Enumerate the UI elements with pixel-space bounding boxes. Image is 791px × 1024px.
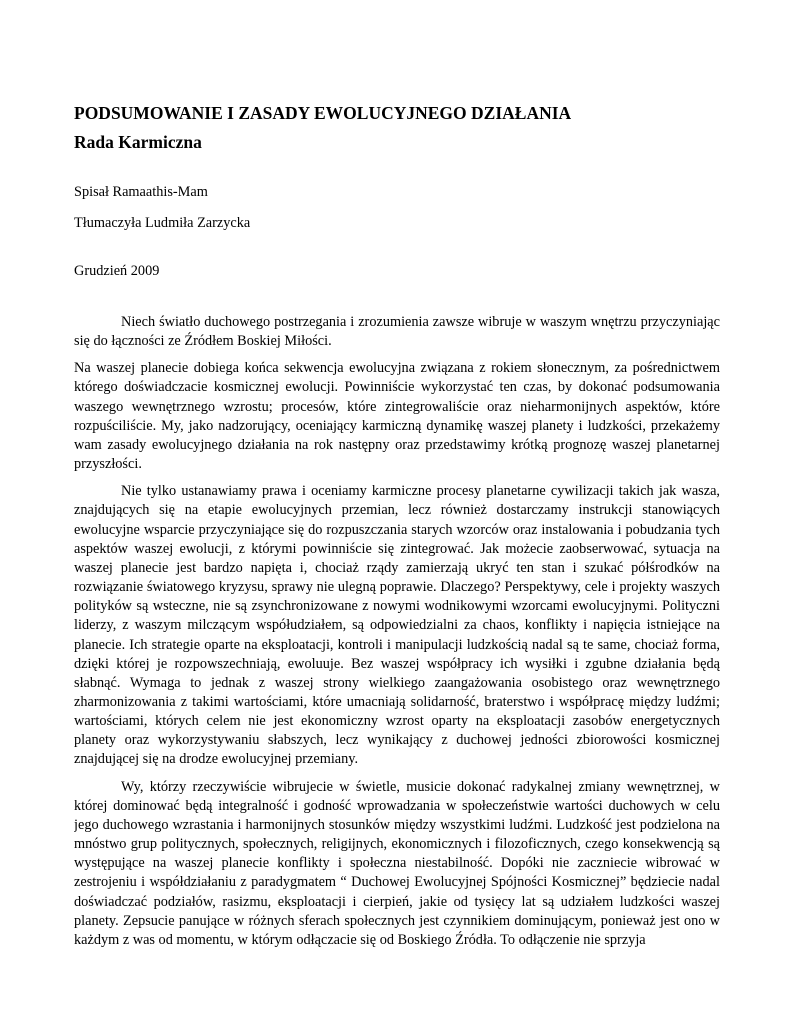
translator-line: Tłumaczyła Ludmiła Zarzycka [74,215,251,231]
paragraph: Nie tylko ustanawiamy prawa i oceniamy karmiczne procesy planetarne cywilizacji takich jak wasza, znajdujących się na etapie ewolucyjnych przemian, lecz również dostarczamy instrukcji stanowiących ewolucyjne wsparcie przyczyniające się do rozpuszczania starych wzorców oraz instalowania i pobudzania tych aspektów waszej ewolucji, z którymi powinniście się zintegrować. Jak możecie zaobserwować, sytuacja na waszej planecie jest bardzo napięta i, chociaż rządy zamierzają ukryć ten stan i szukać półśrodków na rozwiązanie światowego kryzysu, sprawy nie ulegną poprawie. Dlaczego? Perspektywy, cele i projekty waszych polityków są wsteczne, nie są zsynchronizowane z nowymi wodnikowymi wzorcami ewolucyjnymi. Polityczni liderzy, z waszym milczącym współudziałem, są odpowiedzialni za chaos, konflikty i napięcia istniejące na planecie. Ich strategie oparte na eksploatacji, kontroli i manipulacji ludzkością nadal są te same, chociaż forma, dzięki której je rozpowszechniają, ewoluuje. Bez waszej współpracy ich wysiłki i zgubne działania będą słabnąć. Wymaga to jednak z waszej strony wielkiego zaangażowania osobistego oraz wewnętrznego zharmonizowania z takimi wartościami, które umacniają solidarność, braterstwo i współpracę między ludźmi; wartościami, których celem nie jest ekonomiczny wzrost oparty na eksploatacji zasobów energetycznych planety oraz wykorzystywaniu słabszych, lecz wynikający z duchowej jedności zbiorowości kosmicznej znajdującej się na drodze ewolucyjnej przemiany. [74,483,720,768]
paragraph-intro: Niech światło duchowego postrzegania i zrozumienia zawsze wibruje w waszym wnętrzu przyczyniając się do łączności ze Źródłem Boskiej Miłości. [74,314,720,350]
body-text [74,313,720,958]
author-line: Spisał Ramaathis-Mam [74,184,208,200]
document-subtitle: Rada Karmiczna [74,132,202,152]
paragraph: Wy, którzy rzeczywiście wibrujecie w świetle, musicie dokonać radykalnej zmiany wewnętrznej, w której dominować będą integralność i godność wprowadzania w społeczeństwie wartości duchowych w celu jego duchowego wzrastania i harmonijnych stosunków między wszystkimi ludźmi. Ludzkość jest podzielona na mnóstwo grup politycznych, społecznych, religijnych, ekonomicznych i filozoficznych, czego konsekwencją są występujące na waszej planecie konflikty i społeczna niestabilność. Dopóki nie zaczniecie wibrować w zestrojeniu i współdziałaniu z paradygmatem “ Duchowej Ewolucyjnej Spójności Kosmicznej” będziecie nadal doświadczać podziałów, rasizmu, eksploatacji i cierpień, jakie od tysięcy lat są udziałem ludzkości waszej planety. Zepsucie panujące w różnych sferach społecznych jest czynnikiem dominującym, ponieważ jest ono w każdym z was od momentu, w którym odłączacie się od Boskiego Źródła. To odłączenie nie sprzyja [74,778,720,948]
document-title: PODSUMOWANIE I ZASADY EWOLUCYJNEGO DZIAŁANIA [74,103,572,123]
document-page [74,0,720,1024]
paragraph: Na waszej planecie dobiega końca sekwencja ewolucyjna związana z rokiem słonecznym, za pośrednictwem którego doświadczacie kosmicznej ewolucji. Powinniście wykorzystać ten czas, by dokonać podsumowania waszego wewnętrznego wzrostu; procesów, które zintegrowaliście oraz nieharmonijnych aspektów, które rozpuściliście. My, jako nadzorujący, oceniający karmiczną dynamikę waszej planety i ludzkości, przekażemy wam zasady ewolucyjnego działania na rok następny oraz przedstawimy krótką prognozę waszej planetarnej przyszłości. [74,360,720,473]
date-line: Grudzień 2009 [74,263,160,279]
